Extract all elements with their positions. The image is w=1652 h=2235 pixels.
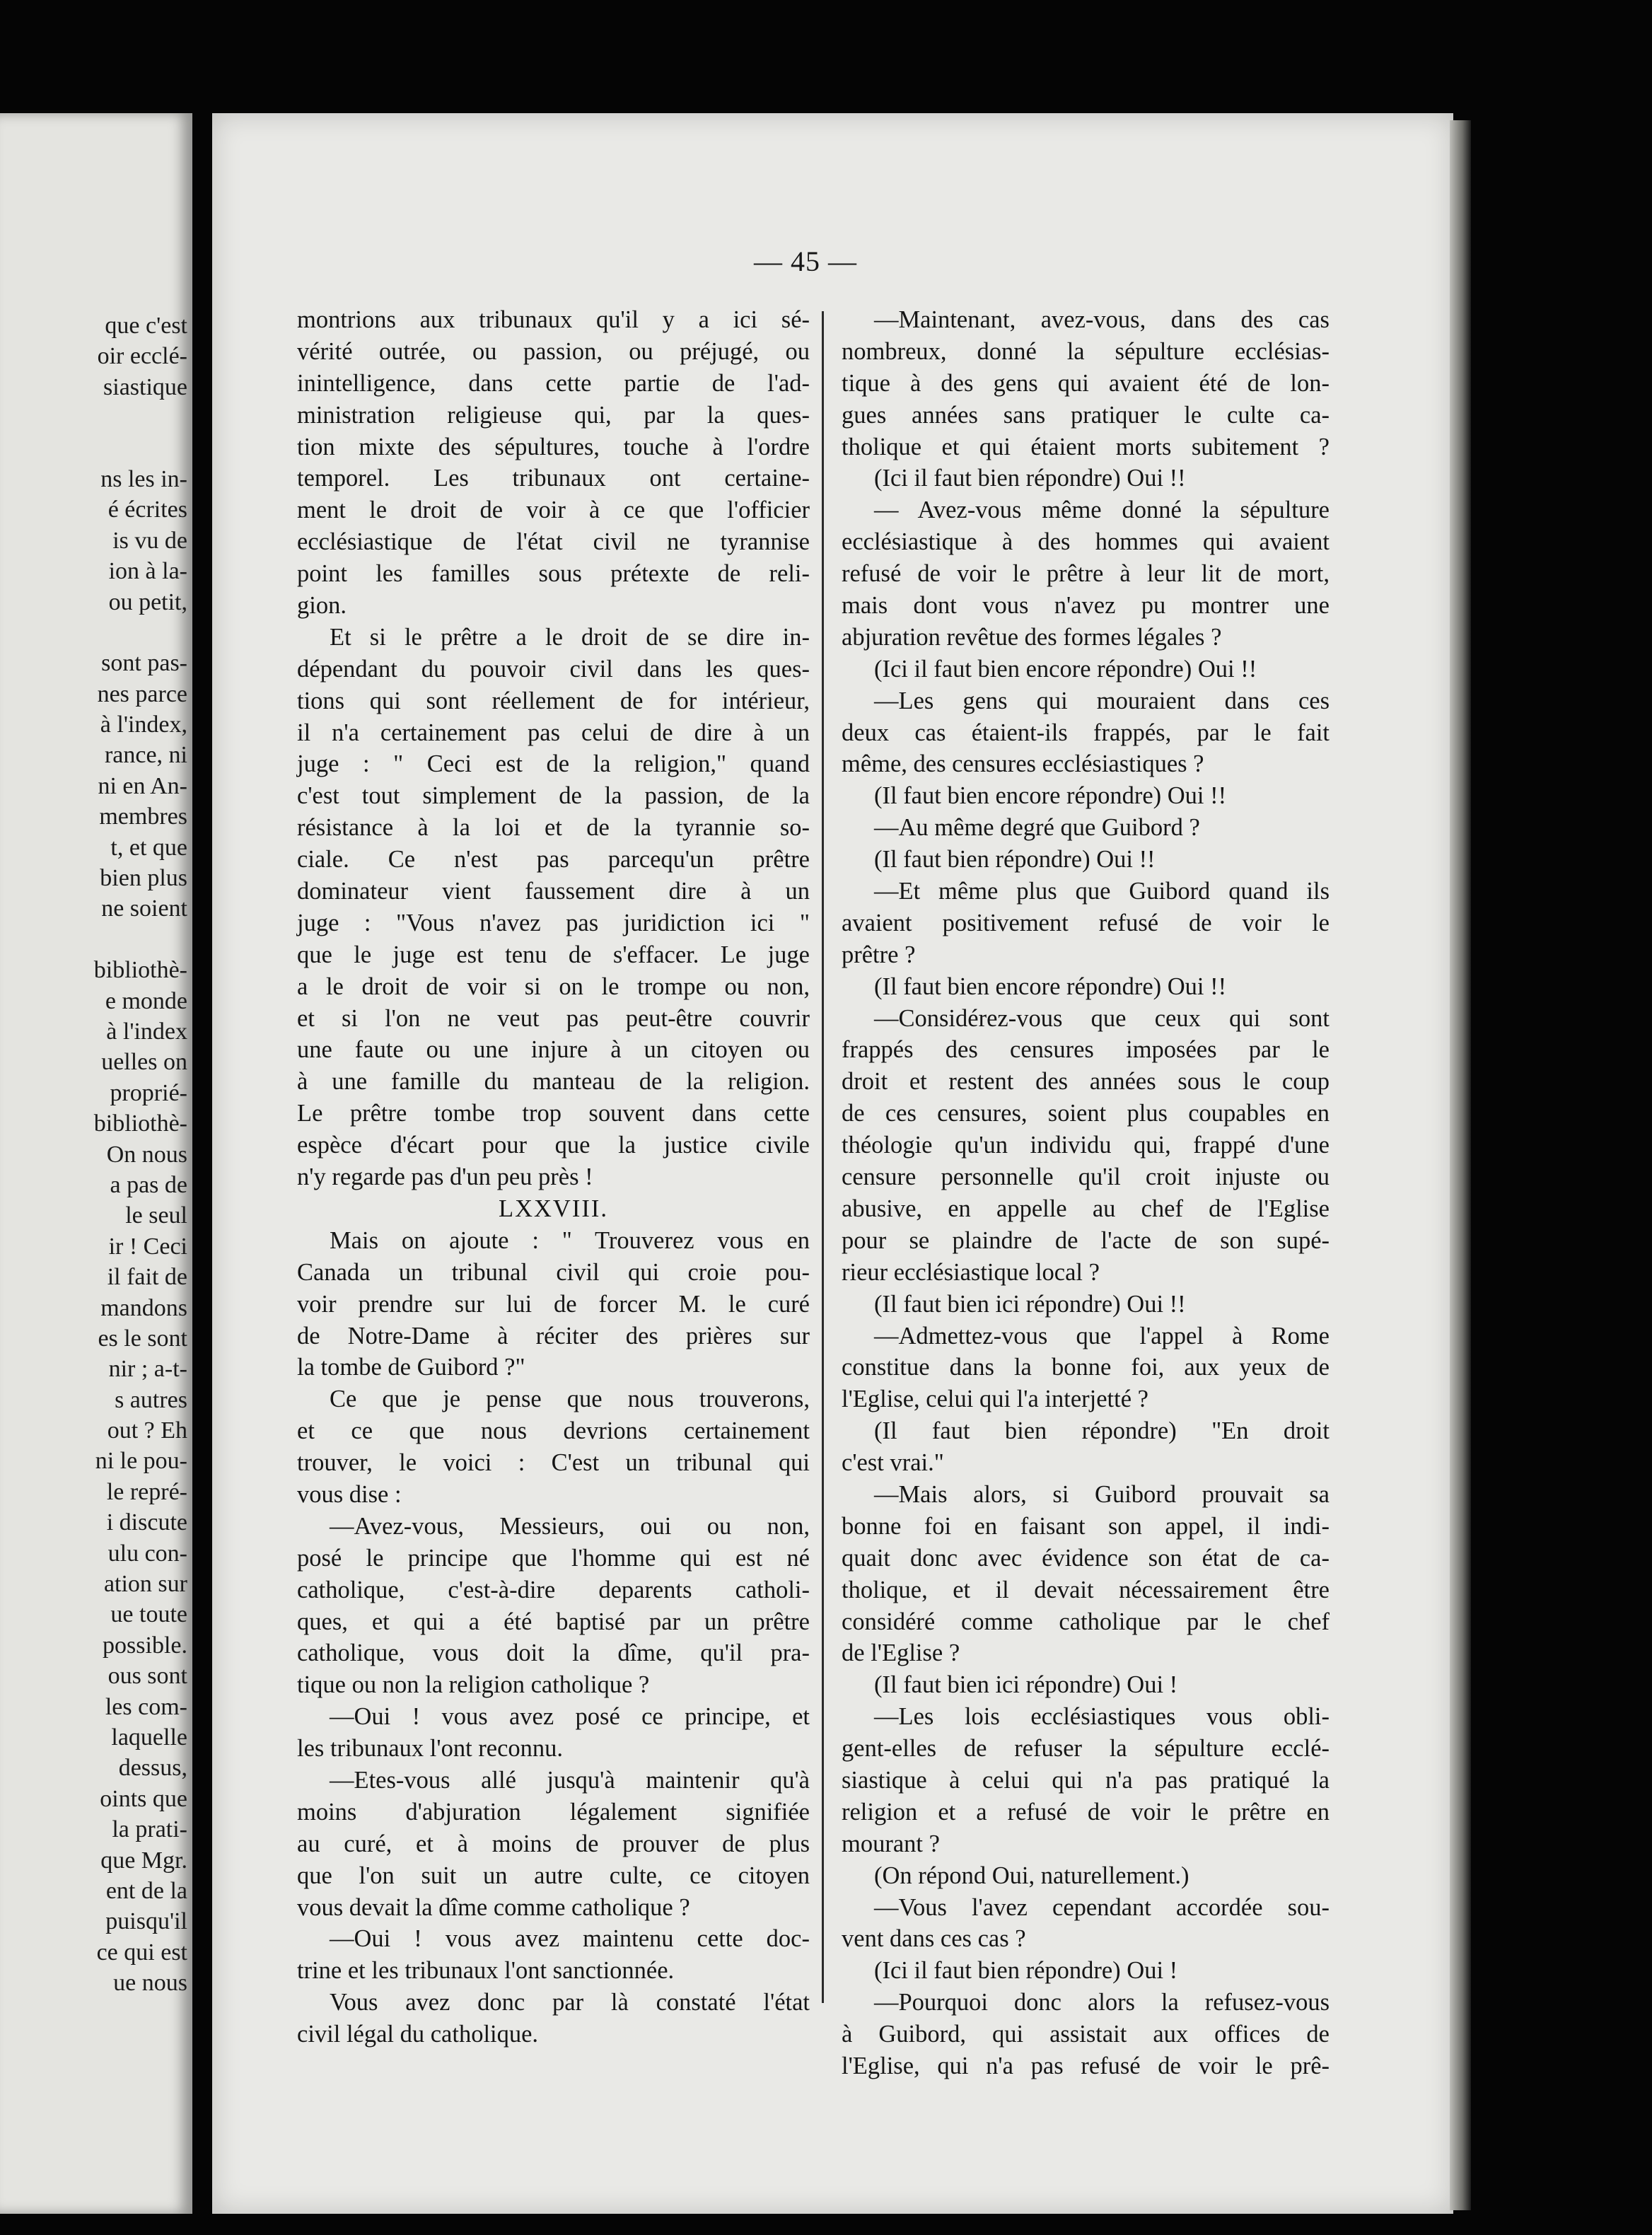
text-line: —Oui ! vous avez posé ce principe, et: [330, 1703, 810, 1731]
text-line: mourant ?: [842, 1830, 940, 1857]
text-line: de ces censures, soient plus coupables en: [842, 1100, 1330, 1127]
text-line: n'y regarde pas d'un peu près !: [297, 1163, 593, 1191]
fragment-line: i discute: [106, 1509, 187, 1536]
text-line: refusé de voir le prêtre à leur lit de mort,: [842, 560, 1330, 588]
section-heading: LXXVIII.: [499, 1195, 608, 1222]
text-line: espèce d'écart pour que la justice civile: [297, 1132, 810, 1159]
text-line: Canada un tribunal civil qui croie pou-: [297, 1258, 810, 1286]
fragment-line: s autres: [115, 1386, 187, 1413]
fragment-line: bibliothè-: [93, 1110, 187, 1137]
text-line: gion.: [297, 592, 347, 620]
fragment-line: uelles on: [101, 1049, 187, 1076]
fragment-line: bien plus: [100, 865, 187, 892]
text-line: tique ou non la religion catholique ?: [297, 1671, 650, 1699]
text-line: (Il faut bien ici répondre) Oui !!: [874, 1290, 1186, 1318]
fragment-line: out ? Eh: [107, 1417, 187, 1444]
fragment-line: is vu de: [112, 527, 187, 554]
text-line: abusive, en appelle au chef de l'Eglise: [842, 1195, 1330, 1222]
fragment-line: les com-: [105, 1693, 187, 1720]
text-line: deux cas étaient-ils frappés, par le fait: [842, 719, 1330, 746]
text-line: — Avez-vous même donné la sépulture: [874, 497, 1330, 524]
text-line: voir prendre sur lui de forcer M. le curé: [297, 1290, 810, 1318]
text-line: (Il faut bien encore répondre) Oui !!: [874, 782, 1227, 810]
text-line: gent-elles de refuser la sépulture ecclé-: [842, 1735, 1330, 1763]
text-line: vérité outrée, ou passion, ou préjugé, ou: [297, 337, 810, 365]
text-line: ecclésiastique à des hommes qui avaient: [842, 528, 1330, 556]
text-line: —Et même plus que Guibord quand ils: [874, 878, 1330, 905]
fragment-line: ni en An-: [98, 772, 187, 799]
text-line: mais dont vous n'avez pu montrer une: [842, 592, 1330, 620]
fragment-line: possible.: [103, 1632, 187, 1659]
text-line: ment le droit de voir à ce que l'officier: [297, 497, 810, 524]
text-line: (Il faut bien encore répondre) Oui !!: [874, 973, 1227, 1000]
fragment-line: membres: [99, 803, 187, 830]
text-line: nombreux, donné la sépulture ecclésias-: [842, 337, 1330, 365]
text-line: frappés des censures imposées par le: [842, 1036, 1330, 1064]
page-edge: [1450, 120, 1471, 2210]
text-line: une faute ou une injure à un citoyen ou: [297, 1036, 810, 1064]
fragment-line: laquelle: [111, 1724, 187, 1751]
text-line: l'Eglise, qui n'a pas refusé de voir le prê-: [842, 2052, 1330, 2079]
fragment-line: ation sur: [103, 1571, 187, 1598]
fragment-line: e monde: [105, 987, 187, 1014]
text-line: résistance à la loi et de la tyrannie so-: [297, 814, 810, 842]
fragment-line: nir ; a-t-: [108, 1356, 187, 1383]
text-line: Le prêtre tombe trop souvent dans cette: [297, 1100, 810, 1127]
text-line: vous dise :: [297, 1480, 402, 1508]
fragment-line: que c'est: [105, 313, 187, 339]
fragment-line: é écrites: [107, 497, 187, 523]
text-line: Vous avez donc par là constaté l'état: [330, 1989, 810, 2016]
fragment-line: ion à la-: [108, 558, 187, 585]
text-line: —Etes-vous allé jusqu'à maintenir qu'à: [330, 1766, 810, 1794]
left-text-column: [297, 304, 810, 2050]
fragment-line: à l'index: [106, 1018, 187, 1045]
fragment-line: ni le pou-: [95, 1448, 187, 1475]
fragment-line: ent de la: [105, 1877, 187, 1904]
text-line: (Il faut bien répondre) Oui !!: [874, 846, 1156, 873]
text-line: temporel. Les tribunaux ont certaine-: [297, 465, 810, 492]
text-line: siastique à celui qui n'a pas pratiqué la: [842, 1766, 1330, 1794]
text-line: tholique et qui étaient morts subitement ?: [842, 433, 1330, 460]
text-line: (Ici il faut bien répondre) Oui !!: [874, 465, 1186, 492]
text-line: au curé, et à moins de prouver de plus: [297, 1830, 810, 1857]
text-line: ciale. Ce n'est pas parcequ'un prêtre: [297, 846, 810, 873]
text-line: ecclésiastique de l'état civil ne tyrannise: [297, 528, 810, 556]
text-line: —Considérez-vous que ceux qui sont: [874, 1004, 1330, 1032]
text-line: tholique, et il devait nécessairement être: [842, 1576, 1330, 1603]
text-line: tique à des gens qui avaient été de lon-: [842, 369, 1330, 397]
fragment-line: es le sont: [98, 1325, 187, 1352]
text-line: —Pourquoi donc alors la refusez-vous: [874, 1989, 1330, 2016]
text-line: à Guibord, qui assistait aux offices de: [842, 2021, 1330, 2048]
text-line: pour se plaindre de l'acte de son supé-: [842, 1226, 1330, 1254]
text-line: vent dans ces cas ?: [842, 1925, 1026, 1953]
text-line: trouver, le voici : C'est un tribunal qui: [297, 1449, 810, 1477]
fragment-line: [0, 617, 187, 648]
text-line: abjuration revêtue des formes légales ?: [842, 623, 1222, 651]
text-line: —Au même degré que Guibord ?: [874, 814, 1200, 842]
text-line: —Admettez-vous que l'appel à Rome: [874, 1322, 1330, 1349]
fragment-line: ous sont: [107, 1663, 187, 1690]
text-line: la tombe de Guibord ?": [297, 1354, 525, 1381]
text-line: dépendant du pouvoir civil dans les ques-: [297, 655, 810, 683]
text-line: même, des censures ecclésiastiques ?: [842, 750, 1204, 778]
fragment-line: ns les in-: [100, 465, 187, 492]
text-line: prêtre ?: [842, 941, 916, 968]
text-line: de Notre-Dame à réciter des prières sur: [297, 1322, 810, 1349]
fragment-line: rance, ni: [104, 742, 187, 769]
text-line: vous devait la dîme comme catholique ?: [297, 1893, 690, 1921]
text-line: tion mixte des sépultures, touche à l'ordre: [297, 433, 810, 460]
text-line: que le juge est tenu de s'effacer. Le juge: [297, 941, 810, 968]
fragment-line: la prati-: [112, 1816, 187, 1843]
text-line: dominateur vient faussement dire à un: [297, 878, 810, 905]
text-line: avaient positivement refusé de voir le: [842, 909, 1330, 936]
text-line: —Les gens qui mouraient dans ces: [874, 687, 1330, 714]
text-line: gues années sans pratiquer le culte ca-: [842, 401, 1330, 429]
text-line: et ce que nous devrions certainement: [297, 1417, 810, 1445]
text-line: —Mais alors, si Guibord prouvait sa: [874, 1480, 1330, 1508]
text-line: —Maintenant, avez-vous, dans des cas: [874, 306, 1330, 333]
fragment-line: bibliothè-: [93, 957, 187, 984]
fragment-line: le seul: [125, 1202, 187, 1229]
fragment-line: siastique: [103, 373, 187, 400]
text-line: inintelligence, dans cette partie de l'ad-: [297, 369, 810, 397]
fragment-line: à l'index,: [100, 712, 187, 738]
fragment-line: que Mgr.: [100, 1847, 187, 1874]
fragment-line: sont pas-: [101, 650, 187, 677]
text-line: théologie qu'un individu qui, frappé d'une: [842, 1132, 1330, 1159]
text-line: c'est tout simplement de la passion, de la: [297, 782, 810, 810]
text-line: —Vous l'avez cependant accordée sou-: [874, 1893, 1330, 1921]
fragment-line: le repré-: [106, 1478, 187, 1505]
text-line: (Ici il faut bien encore répondre) Oui !!: [874, 655, 1257, 683]
column-divider: [822, 311, 824, 2003]
fragment-line: [0, 924, 187, 955]
text-line: c'est vrai.": [842, 1449, 944, 1477]
text-line: rieur ecclésiastique local ?: [842, 1258, 1100, 1286]
text-line: ques, et qui a été baptisé par un prêtre: [297, 1608, 810, 1635]
text-line: catholique, c'est-à-dire deparents catholi-: [297, 1576, 810, 1603]
text-line: considéré comme catholique par le chef: [842, 1608, 1330, 1635]
text-line: juge : "Vous n'avez pas juridiction ici ": [297, 909, 810, 936]
fragment-line: dessus,: [118, 1755, 187, 1782]
fragment-line: [0, 434, 187, 464]
text-line: juge : " Ceci est de la religion," quand: [297, 750, 810, 778]
text-line: civil légal du catholique.: [297, 2021, 539, 2048]
text-line: bonne foi en faisant son appel, il indi-: [842, 1512, 1330, 1540]
text-line: (On répond Oui, naturellement.): [874, 1862, 1189, 1889]
text-line: Ce que je pense que nous trouverons,: [330, 1386, 810, 1413]
fragment-line: ue toute: [110, 1601, 187, 1628]
text-line: et si l'on ne veut pas peut-être couvrir: [297, 1004, 810, 1032]
fragment-line: t, et que: [110, 834, 187, 861]
text-line: trine et les tribunaux l'ont sanctionnée.: [297, 1957, 675, 1985]
text-line: (Ici il faut bien répondre) Oui !: [874, 1957, 1178, 1985]
text-line: (Il faut bien ici répondre) Oui !: [874, 1671, 1178, 1699]
page-number: — 45 —: [754, 245, 857, 277]
previous-page-text: [0, 310, 187, 1998]
text-line: moins d'abjuration légalement signifiée: [297, 1798, 810, 1825]
fragment-line: ne soient: [101, 895, 187, 922]
text-line: constitue dans la bonne foi, aux yeux de: [842, 1354, 1330, 1381]
fragment-line: ce qui est: [96, 1939, 187, 1966]
text-line: droit et restent des années sous le coup: [842, 1068, 1330, 1096]
text-line: posé le principe que l'homme qui est né: [297, 1544, 810, 1572]
fragment-line: oints que: [100, 1785, 187, 1812]
fragment-line: [0, 402, 187, 433]
text-line: Mais on ajoute : " Trouverez vous en: [330, 1226, 810, 1254]
text-line: tions qui sont réellement de for intérieur,: [297, 687, 810, 714]
fragment-line: il fait de: [107, 1264, 187, 1291]
text-line: montrions aux tribunaux qu'il y a ici sé-: [297, 306, 810, 333]
fragment-line: ou petit,: [108, 588, 187, 615]
fragment-line: proprié-: [110, 1079, 187, 1106]
text-line: point les familles sous prétexte de reli-: [297, 560, 810, 588]
text-line: quait donc avec évidence son état de ca-: [842, 1544, 1330, 1572]
fragment-line: On nous: [106, 1141, 187, 1168]
text-line: (Il faut bien répondre) "En droit: [874, 1417, 1330, 1445]
text-line: catholique, vous doit la dîme, qu'il pra-: [297, 1639, 810, 1667]
fragment-line: mandons: [100, 1294, 187, 1321]
text-line: de l'Eglise ?: [842, 1639, 960, 1667]
fragment-line: ue nous: [113, 1970, 187, 1997]
text-line: ministration religieuse qui, par la ques-: [297, 401, 810, 429]
fragment-line: nes parce: [97, 680, 187, 707]
fragment-line: oir ecclé-: [97, 343, 187, 370]
text-line: à une famille du manteau de la religion.: [297, 1068, 810, 1096]
fragment-line: ir ! Ceci: [108, 1233, 187, 1260]
fragment-line: ulu con-: [107, 1540, 187, 1567]
text-line: que l'on suit un autre culte, ce citoyen: [297, 1862, 810, 1889]
fragment-line: puisqu'il: [105, 1908, 187, 1935]
right-text-column: [842, 304, 1330, 2082]
text-line: il n'a certainement pas celui de dire à un: [297, 719, 810, 746]
text-line: censure personnelle qu'il croit injuste ou: [842, 1163, 1330, 1191]
text-line: les tribunaux l'ont reconnu.: [297, 1735, 564, 1763]
text-line: —Oui ! vous avez maintenu cette doc-: [330, 1925, 810, 1953]
text-line: —Avez-vous, Messieurs, oui ou non,: [330, 1512, 810, 1540]
text-line: a le droit de voir si on le trompe ou non,: [297, 973, 810, 1000]
previous-page-fragment: [0, 113, 192, 2214]
fragment-line: a pas de: [110, 1171, 187, 1198]
text-line: l'Eglise, celui qui l'a interjetté ?: [842, 1386, 1148, 1413]
text-line: —Les lois ecclésiastiques vous obli-: [874, 1703, 1330, 1731]
text-line: religion et a refusé de voir le prêtre en: [842, 1798, 1330, 1825]
text-line: Et si le prêtre a le droit de se dire in-: [330, 623, 810, 651]
